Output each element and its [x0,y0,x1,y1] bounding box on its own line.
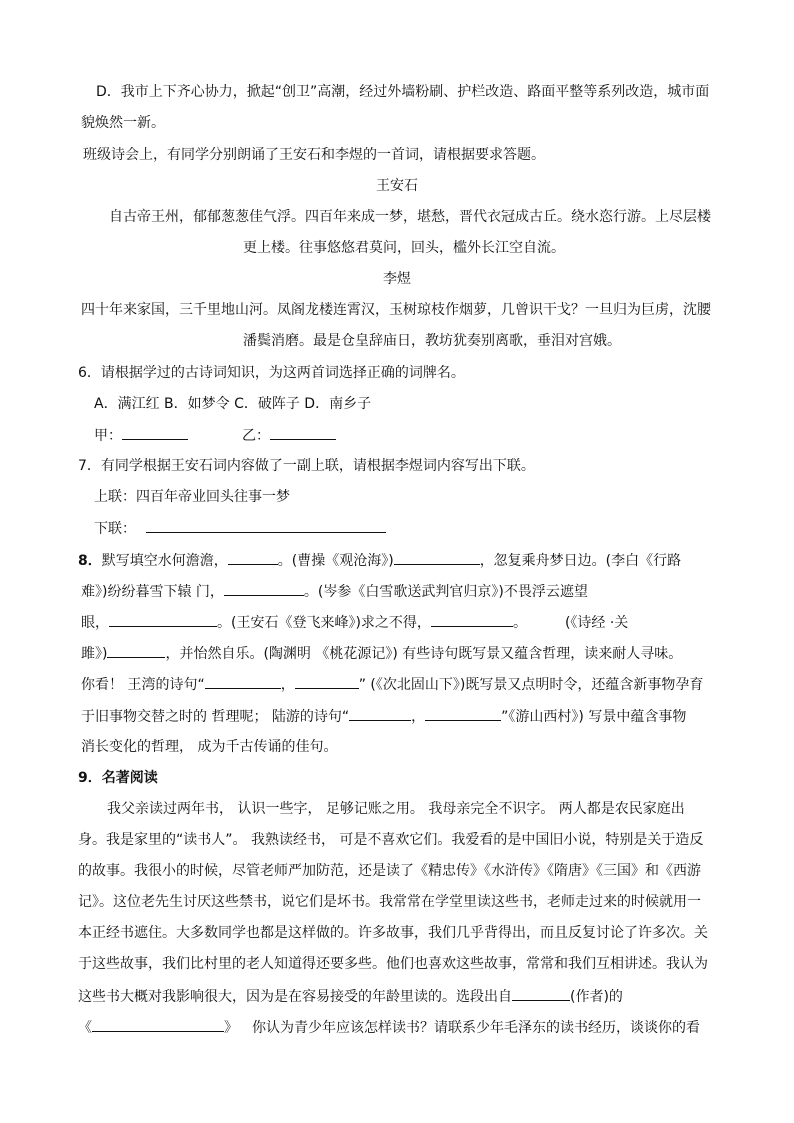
q8-text: ”《游山西村》) 写景中蕴含事物 [501,709,687,725]
q9-para-line-3: 的故事。我很小的时候，尽管老师严加防范，还是读了《精忠传》《水浒传》《隋唐》《三国》和《西游 [78,863,701,879]
q9-para-line-2: 身。我是家里的“读书人”。 我熟读经书， 可是不喜欢它们。我爱看的是中国旧小说，特别是关于造反 [78,832,704,848]
q8-text: 。(曹操《观沧海》) [277,553,394,569]
poem2-author: 李煜 [383,271,411,287]
q8-text: 默写填空水何澹澹， [101,553,228,569]
q8-text: ， [280,677,295,693]
q8-blank-3[interactable] [224,581,304,596]
q9-para-line-1: 我父亲读过两年书， 认识一些字， 足够记账之用。 我母亲完全不识字。 两人都是农民家庭出 [107,801,685,817]
q8-blank-4[interactable] [109,612,217,627]
q8-text: (《诗经 ·关 [564,615,629,631]
option-d-line-1: D．我市上下齐心协力，掀起“创卫”高潮，经过外墙粉刷、护栏改造、路面平整等系列改造，城市面 [96,84,710,100]
q8-line-6 [81,706,686,727]
poem1-line-1: 自古帝王州，郁郁葱葱佳气浮。四百年来成一梦，堪愁，晋代衣冠成古丘。绕水恣行游。上尽层楼 [109,209,711,225]
q8-text: 。(王安石《登飞来峰》)求之不得， [217,615,431,631]
q6-jia-label: 甲： [94,428,122,444]
q9-text: 你认为青少年应该怎样读书？请联系少年毛泽东的读书经历，谈谈你的看 [252,1020,700,1036]
q9-para-line-4: 记》。这位老先生讨厌这些禁书，说它们是坏书。我常常在学堂里读这些书，老师走过来的时候就用一 [78,894,701,910]
q9-text: 》 [224,1020,238,1036]
q8-text: 于旧事物交替之时的 哲理呢； 陆游的诗句“ [81,709,350,725]
q8-line-5 [81,674,703,695]
q6-answer-line [94,425,336,446]
q6-jia-blank[interactable] [122,425,188,440]
q8-blank-6[interactable] [107,643,165,658]
q8-blank-2[interactable] [394,550,480,565]
q6-yi-label: 乙： [242,428,270,444]
q8-line-7: 消长变化的哲理， 成为千古传诵的佳句。 [81,739,338,755]
q8-line-4 [81,643,682,664]
q8-text: ，并怡然自乐。(陶渊明 《桃花源记》) 有些诗句既写景又蕴含哲理，读来耐人寻味。 [165,646,683,662]
option-d-line-2: 貌焕然一新。 [81,115,165,131]
poem1-author: 王安石 [376,178,418,194]
q8-text: 你看！ 王湾的诗句“ [81,677,205,693]
q8-blank-10[interactable] [425,706,501,721]
q8-blank-9[interactable] [349,706,411,721]
poem1-line-2: 更上楼。往事悠悠君莫问，回头，槛外长江空自流。 [243,240,565,256]
q7-stem: 7．有同学根据王安石词内容做了一副上联，请根据李煜词内容写出下联。 [78,458,535,474]
q8-text: ” (《次北固山下》)既写景又点明时令，还蕴含新事物孕育 [358,677,704,693]
q8-blank-8[interactable] [295,674,359,689]
q9-text: (作者)的 [570,989,623,1005]
q8-line-3 [81,612,628,633]
q7-xialian-label: 下联： [94,521,136,537]
q9-text: 《 [78,1020,92,1036]
q8-blank-1[interactable] [228,550,278,565]
q8-text: 。(岑参《白雪歌送武判官归京》)不畏浮云遮望 [303,584,588,600]
q8-text: 难》)纷纷暮雪下辕 门， [81,584,224,600]
poem2-line-1: 四十年来家国，三千里地山河。凤阁龙楼连霄汉，玉树琼枝作烟萝，几曾识干戈？一旦归为巨虏，沈腰 [81,302,711,318]
q9-title: 9．名著阅读 [78,770,158,786]
q6-stem: 6．请根据学过的古诗词知识，为这两首词选择正确的词牌名。 [78,365,465,381]
q8-line-1 [78,550,681,571]
q8-blank-5[interactable] [431,612,513,627]
q9-author-blank[interactable] [512,986,570,1001]
q9-book-blank[interactable] [92,1017,224,1032]
q8-line-2 [81,581,588,602]
q8-text: ，忽复乘舟梦日边。(李白《行路 [479,553,682,569]
q9-para-line-6: 于这些故事，我们比村里的老人知道得还要多些。他们也喜欢这些故事，常常和我们互相讲述。我认为 [78,956,708,972]
intro-text: 班级诗会上，有同学分别朗诵了王安石和李煜的一首词，请根据要求答题。 [83,147,545,163]
q8-text: 。 [512,615,527,631]
q9-para-line-5: 本正经书遮住。大多数同学也都是这样做的。许多故事，我们几乎背得出，而且反复讨论了许多次。关 [78,925,708,941]
q8-text: 眼， [81,615,109,631]
q7-shanglian: 上联：四百年帝业回头往事一梦 [94,489,290,505]
q6-yi-blank[interactable] [270,425,336,440]
q9-para-line-8 [78,1017,700,1038]
q8-number: 8． [78,553,102,569]
poem2-line-2: 潘鬓消磨。最是仓皇辞庙日，教坊犹奏别离歌，垂泪对宫娥。 [243,333,621,349]
q7-xialian-blank[interactable] [146,518,386,533]
q9-para-line-7 [78,986,623,1007]
q7-xialian-line [94,518,386,539]
q8-blank-7[interactable] [205,674,281,689]
q6-options: A．满江红 B．如梦令 C．破阵子 D．南乡子 [94,396,372,412]
q9-text: 这些书大概对我影响很大，因为是在容易接受的年龄里读的。选段出自 [78,989,512,1005]
q8-text: 雎》) [81,646,108,662]
q8-text: ， [411,709,426,725]
